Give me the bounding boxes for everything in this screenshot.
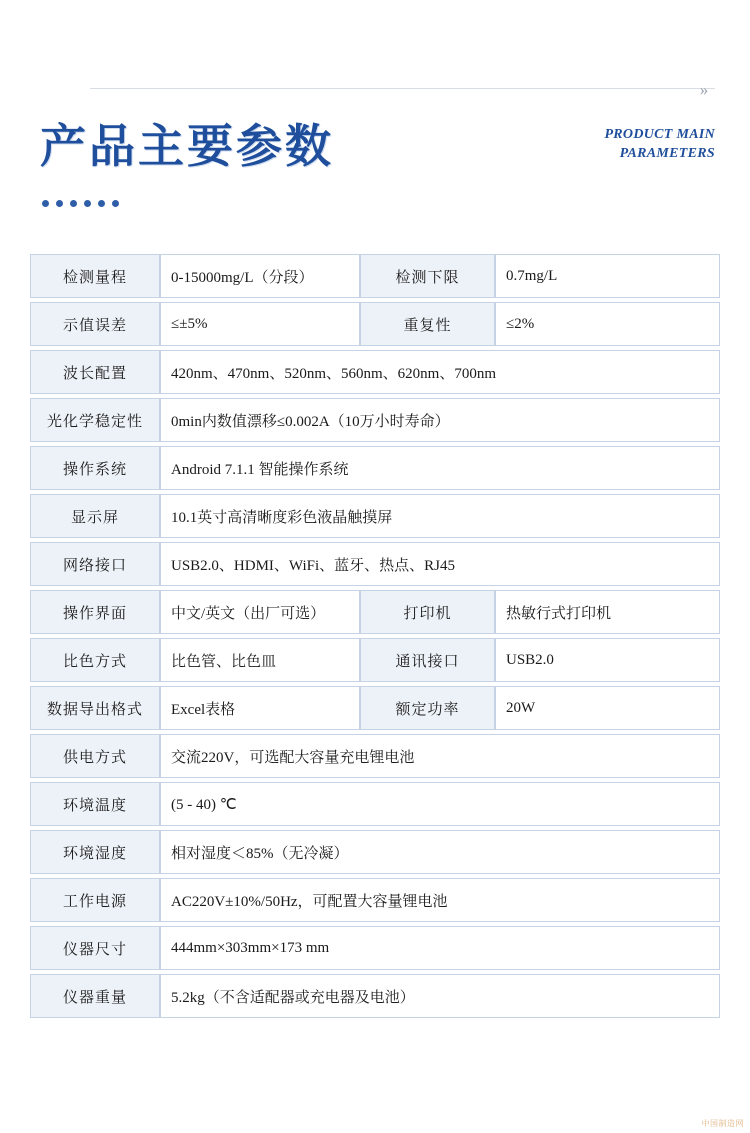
table-row xyxy=(30,782,720,826)
spec-label: 比色方式 xyxy=(30,638,160,682)
page-title-english-line2: PARAMETERS xyxy=(619,146,715,161)
spec-label: 示值误差 xyxy=(30,302,160,346)
dot-2 xyxy=(56,200,63,207)
spec-value: 相对湿度＜85%（无冷凝） xyxy=(160,830,720,874)
table-row xyxy=(30,446,720,490)
spec-label: 操作界面 xyxy=(30,590,160,634)
spec-value: Android 7.1.1 智能操作系统 xyxy=(160,446,720,490)
page-title: 产品主要参数 xyxy=(40,121,334,172)
dot-4 xyxy=(84,200,91,207)
spec-value: 0min内数值漂移≤0.002A（10万小时寿命） xyxy=(160,398,720,442)
spec-value: 交流220V，可选配大容量充电锂电池 xyxy=(160,734,720,778)
spec-value: 中文/英文（出厂可选） xyxy=(160,590,360,634)
spec-label: 供电方式 xyxy=(30,734,160,778)
spec-value: ≤2% xyxy=(495,302,720,346)
table-row xyxy=(30,638,720,682)
table-row xyxy=(30,542,720,586)
spec-value: AC220V±10%/50Hz，可配置大容量锂电池 xyxy=(160,878,720,922)
header-divider xyxy=(90,88,715,89)
table-row xyxy=(30,974,720,1018)
spec-value: Excel表格 xyxy=(160,686,360,730)
spec-value: 20W xyxy=(495,686,720,730)
spec-value: 420nm、470nm、520nm、560nm、620nm、700nm xyxy=(160,350,720,394)
spec-label: 显示屏 xyxy=(30,494,160,538)
dot-5 xyxy=(98,200,105,207)
table-row xyxy=(30,590,720,634)
spec-label: 环境湿度 xyxy=(30,830,160,874)
table-row xyxy=(30,494,720,538)
spec-label: 操作系统 xyxy=(30,446,160,490)
spec-label: 环境温度 xyxy=(30,782,160,826)
double-chevron-right-icon: » xyxy=(699,79,709,99)
table-row xyxy=(30,302,720,346)
spec-label: 通讯接口 xyxy=(360,638,495,682)
spec-label: 打印机 xyxy=(360,590,495,634)
watermark: 中国制造网 xyxy=(701,1119,744,1128)
spec-value: 10.1英寸高清晰度彩色液晶触摸屏 xyxy=(160,494,720,538)
spec-value: 热敏行式打印机 xyxy=(495,590,720,634)
spec-value: 444mm×303mm×173 mm xyxy=(160,926,720,970)
page-title-english-line1: PRODUCT MAIN xyxy=(604,127,715,142)
dot-3 xyxy=(70,200,77,207)
table-row xyxy=(30,398,720,442)
dot-6 xyxy=(112,200,119,207)
table-row xyxy=(30,734,720,778)
spec-label: 检测下限 xyxy=(360,254,495,298)
spec-label: 波长配置 xyxy=(30,350,160,394)
spec-value: 5.2kg（不含适配器或充电器及电池） xyxy=(160,974,720,1018)
spec-value: 比色管、比色皿 xyxy=(160,638,360,682)
specifications-table xyxy=(30,250,720,1022)
spec-label: 工作电源 xyxy=(30,878,160,922)
spec-label: 检测量程 xyxy=(30,254,160,298)
page-title-english xyxy=(485,125,715,163)
spec-value: (5 - 40) ℃ xyxy=(160,782,720,826)
spec-value: USB2.0 xyxy=(495,638,720,682)
spec-label: 光化学稳定性 xyxy=(30,398,160,442)
table-row xyxy=(30,254,720,298)
table-row xyxy=(30,878,720,922)
specs-table-body xyxy=(30,254,720,1018)
spec-value: 0-15000mg/L（分段） xyxy=(160,254,360,298)
decorative-dots xyxy=(42,200,119,207)
spec-label: 重复性 xyxy=(360,302,495,346)
spec-value: ≤±5% xyxy=(160,302,360,346)
table-row xyxy=(30,686,720,730)
table-row xyxy=(30,350,720,394)
table-row xyxy=(30,926,720,970)
spec-label: 仪器重量 xyxy=(30,974,160,1018)
page-header xyxy=(0,0,750,250)
spec-value: USB2.0、HDMI、WiFi、蓝牙、热点、RJ45 xyxy=(160,542,720,586)
spec-label: 网络接口 xyxy=(30,542,160,586)
spec-label: 仪器尺寸 xyxy=(30,926,160,970)
spec-value: 0.7mg/L xyxy=(495,254,720,298)
table-row xyxy=(30,830,720,874)
dot-1 xyxy=(42,200,49,207)
spec-label: 额定功率 xyxy=(360,686,495,730)
spec-label: 数据导出格式 xyxy=(30,686,160,730)
specs-table-wrapper xyxy=(0,250,750,1022)
